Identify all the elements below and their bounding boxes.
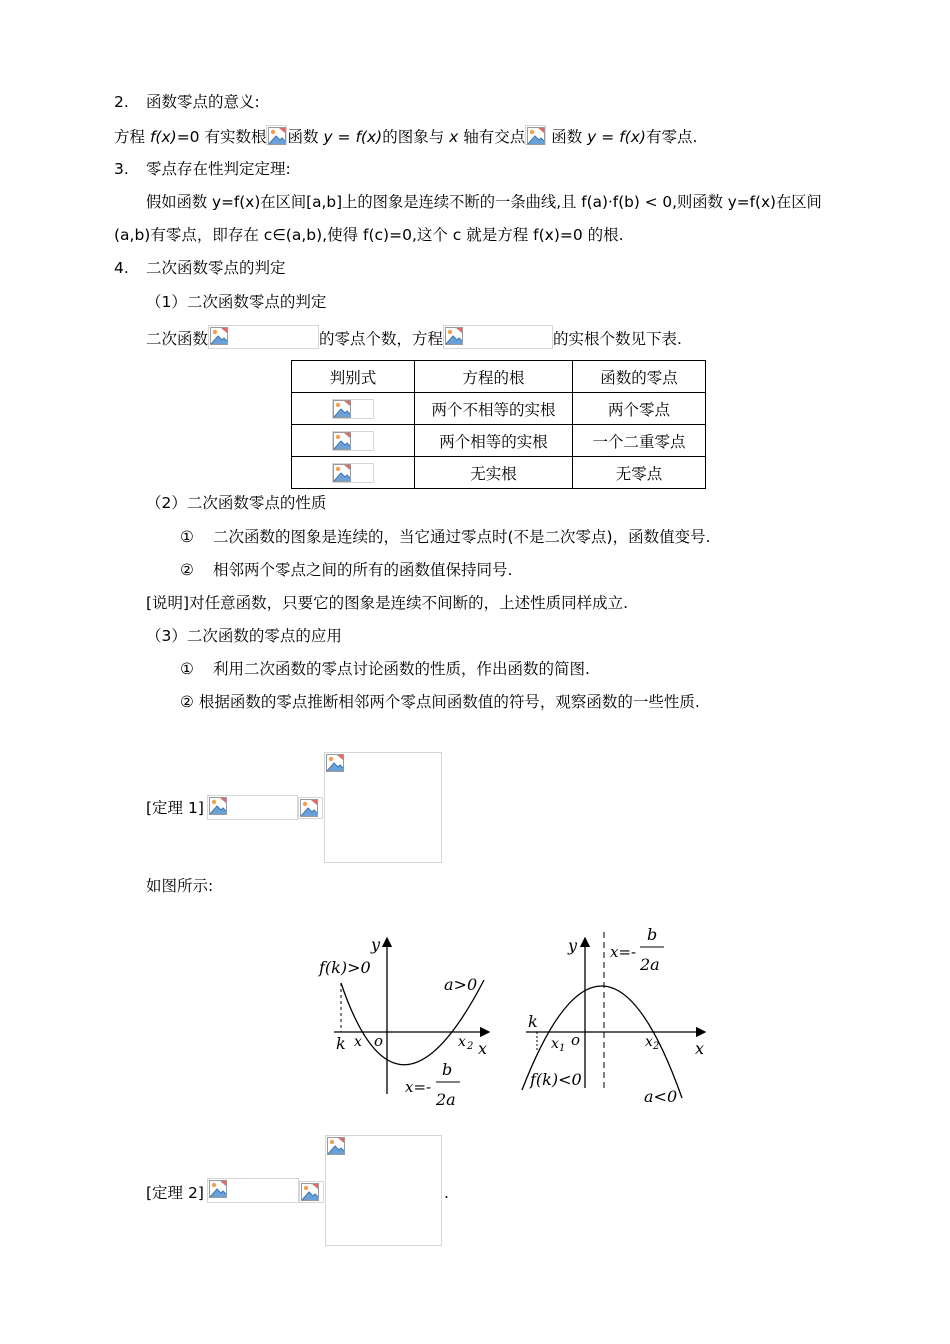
vertex-2a: 2a bbox=[436, 1090, 456, 1109]
subsection-1-title: （1）二次函数零点的判定 bbox=[146, 293, 327, 311]
y-label: y bbox=[568, 936, 578, 955]
table-row bbox=[292, 457, 706, 489]
vertex-2a: 2a bbox=[640, 955, 660, 974]
table-cell: 无零点 bbox=[573, 457, 706, 489]
math-x: x bbox=[449, 128, 459, 146]
property-2 bbox=[180, 560, 512, 580]
a-label: a>0 bbox=[444, 975, 478, 994]
table-cell bbox=[292, 457, 415, 489]
text: 相邻两个零点之间的所有的函数值保持同号. bbox=[213, 561, 513, 579]
table-header: 方程的根 bbox=[415, 361, 573, 393]
text: =0 有实数根 bbox=[176, 128, 267, 146]
k-label: k bbox=[528, 1012, 538, 1031]
broken-image-icon bbox=[266, 125, 287, 145]
table-cell bbox=[292, 425, 415, 457]
broken-image-icon bbox=[325, 1135, 442, 1246]
discriminant-table bbox=[291, 360, 706, 489]
text: 函数 bbox=[551, 128, 583, 146]
vertex-b: b bbox=[442, 1060, 453, 1079]
text: = bbox=[332, 128, 356, 146]
fk-label: f(k)<0 bbox=[530, 1070, 582, 1089]
application-2: ② 根据函数的零点推断相邻两个零点间函数值的符号，观察函数的一些性质. bbox=[180, 693, 700, 711]
property-1 bbox=[180, 527, 711, 547]
note: [说明]对任意函数，只要它的图象是连续不间断的，上述性质同样成立. bbox=[146, 594, 629, 612]
table-cell: 无实根 bbox=[415, 457, 573, 489]
section-number: 3. bbox=[114, 160, 129, 178]
text: 轴有交点 bbox=[463, 128, 526, 146]
math-y: y bbox=[323, 128, 333, 146]
list-marker: ① bbox=[180, 528, 194, 546]
vertex-x-label: x=- bbox=[610, 943, 637, 961]
math-fx: f(x) bbox=[619, 128, 646, 146]
theorem-line-1: 假如函数 y=f(x)在区间[a,b]上的图象是连续不断的一条曲线,且 f(a)·f(b) < 0,则函数 y=f(x)在区间 bbox=[146, 193, 822, 211]
quadratic-intro bbox=[146, 325, 682, 349]
broken-image-icon bbox=[298, 797, 323, 819]
table-header: 函数的零点 bbox=[573, 361, 706, 393]
table-row bbox=[292, 425, 706, 457]
section-3-heading bbox=[114, 159, 291, 179]
table-cell: 两个相等的实根 bbox=[415, 425, 573, 457]
list-marker: ② bbox=[180, 561, 194, 579]
broken-image-icon bbox=[207, 795, 298, 820]
section-number: 2. bbox=[114, 93, 129, 111]
x1-subscript: 1 bbox=[559, 1043, 566, 1054]
table-cell: 一个二重零点 bbox=[573, 425, 706, 457]
as-shown-label: 如图所示: bbox=[146, 877, 214, 895]
application-1 bbox=[180, 659, 590, 679]
y-label: y bbox=[371, 935, 381, 954]
fk-label: f(k)>0 bbox=[319, 958, 371, 977]
broken-image-icon bbox=[207, 1178, 299, 1203]
x2-subscript: 2 bbox=[467, 1041, 474, 1052]
math-fx: f(x) bbox=[355, 128, 383, 146]
text: 的图象与 bbox=[382, 128, 445, 146]
x1-label: x bbox=[551, 1036, 559, 1052]
x2-subscript: 2 bbox=[653, 1041, 660, 1052]
text: 的零点个数，方程 bbox=[319, 330, 444, 348]
table-cell: 两个不相等的实根 bbox=[415, 393, 573, 425]
text: 二次函数 bbox=[146, 330, 209, 348]
x-label: x bbox=[478, 1039, 488, 1058]
parabola-figure-downward bbox=[512, 918, 720, 1110]
text: 方程 bbox=[114, 128, 146, 146]
list-marker: ① bbox=[180, 660, 194, 678]
broken-image-icon bbox=[324, 752, 442, 863]
table-cell: 两个零点 bbox=[573, 393, 706, 425]
math-y: y bbox=[587, 128, 597, 146]
broken-image-icon bbox=[443, 325, 553, 349]
origin-label: o bbox=[374, 1032, 384, 1050]
text: = bbox=[596, 128, 620, 146]
theorem-2-label: [定理 2] bbox=[146, 1184, 204, 1202]
text: 函数 bbox=[287, 128, 319, 146]
table-header-row bbox=[292, 361, 706, 393]
x-label: x bbox=[695, 1039, 705, 1058]
broken-image-icon bbox=[208, 325, 319, 349]
section-title: 函数零点的意义: bbox=[146, 93, 260, 111]
x1-label: x bbox=[354, 1034, 362, 1050]
table-cell bbox=[292, 393, 415, 425]
broken-image-icon bbox=[525, 125, 546, 145]
section-4-heading bbox=[114, 258, 286, 278]
a-label: a<0 bbox=[644, 1087, 678, 1106]
subsection-2-title: （2）二次函数零点的性质 bbox=[146, 494, 327, 512]
text: 二次函数的图象是连续的，当它通过零点时(不是二次零点)，函数值变号. bbox=[213, 528, 711, 546]
parabola-figure-upward bbox=[312, 928, 500, 1112]
text: 有零点. bbox=[645, 128, 698, 146]
theorem-line-2: (a,b)有零点，即存在 c∈(a,b),使得 f(c)=0,这个 c 就是方程 f(x)=0 的根. bbox=[114, 226, 624, 244]
origin-label: o bbox=[571, 1031, 581, 1049]
subsection-3-title: （3）二次函数的零点的应用 bbox=[146, 627, 342, 645]
theorem-1-label: [定理 1] bbox=[146, 799, 204, 817]
math-fx: f(x) bbox=[149, 128, 177, 146]
table-row bbox=[292, 393, 706, 425]
broken-image-icon bbox=[332, 431, 374, 451]
k-label: k bbox=[336, 1034, 346, 1053]
section-number: 4. bbox=[114, 259, 129, 277]
x2-label: x bbox=[645, 1034, 653, 1050]
text: 利用二次函数的零点讨论函数的性质，作出函数的简图. bbox=[213, 660, 590, 678]
vertex-b: b bbox=[647, 925, 658, 944]
table-header: 判别式 bbox=[292, 361, 415, 393]
broken-image-icon bbox=[299, 1181, 324, 1203]
vertex-x-label: x=- bbox=[405, 1078, 432, 1096]
broken-image-icon bbox=[332, 463, 374, 483]
theorem-2-period: . bbox=[444, 1184, 449, 1202]
section-2-heading bbox=[114, 92, 260, 112]
section-title: 二次函数零点的判定 bbox=[146, 259, 286, 277]
section-title: 零点存在性判定定理: bbox=[146, 160, 291, 178]
x2-label: x bbox=[458, 1034, 466, 1050]
section-2-body bbox=[114, 125, 697, 147]
broken-image-icon bbox=[332, 399, 374, 419]
text: 的实根个数见下表. bbox=[553, 330, 682, 348]
